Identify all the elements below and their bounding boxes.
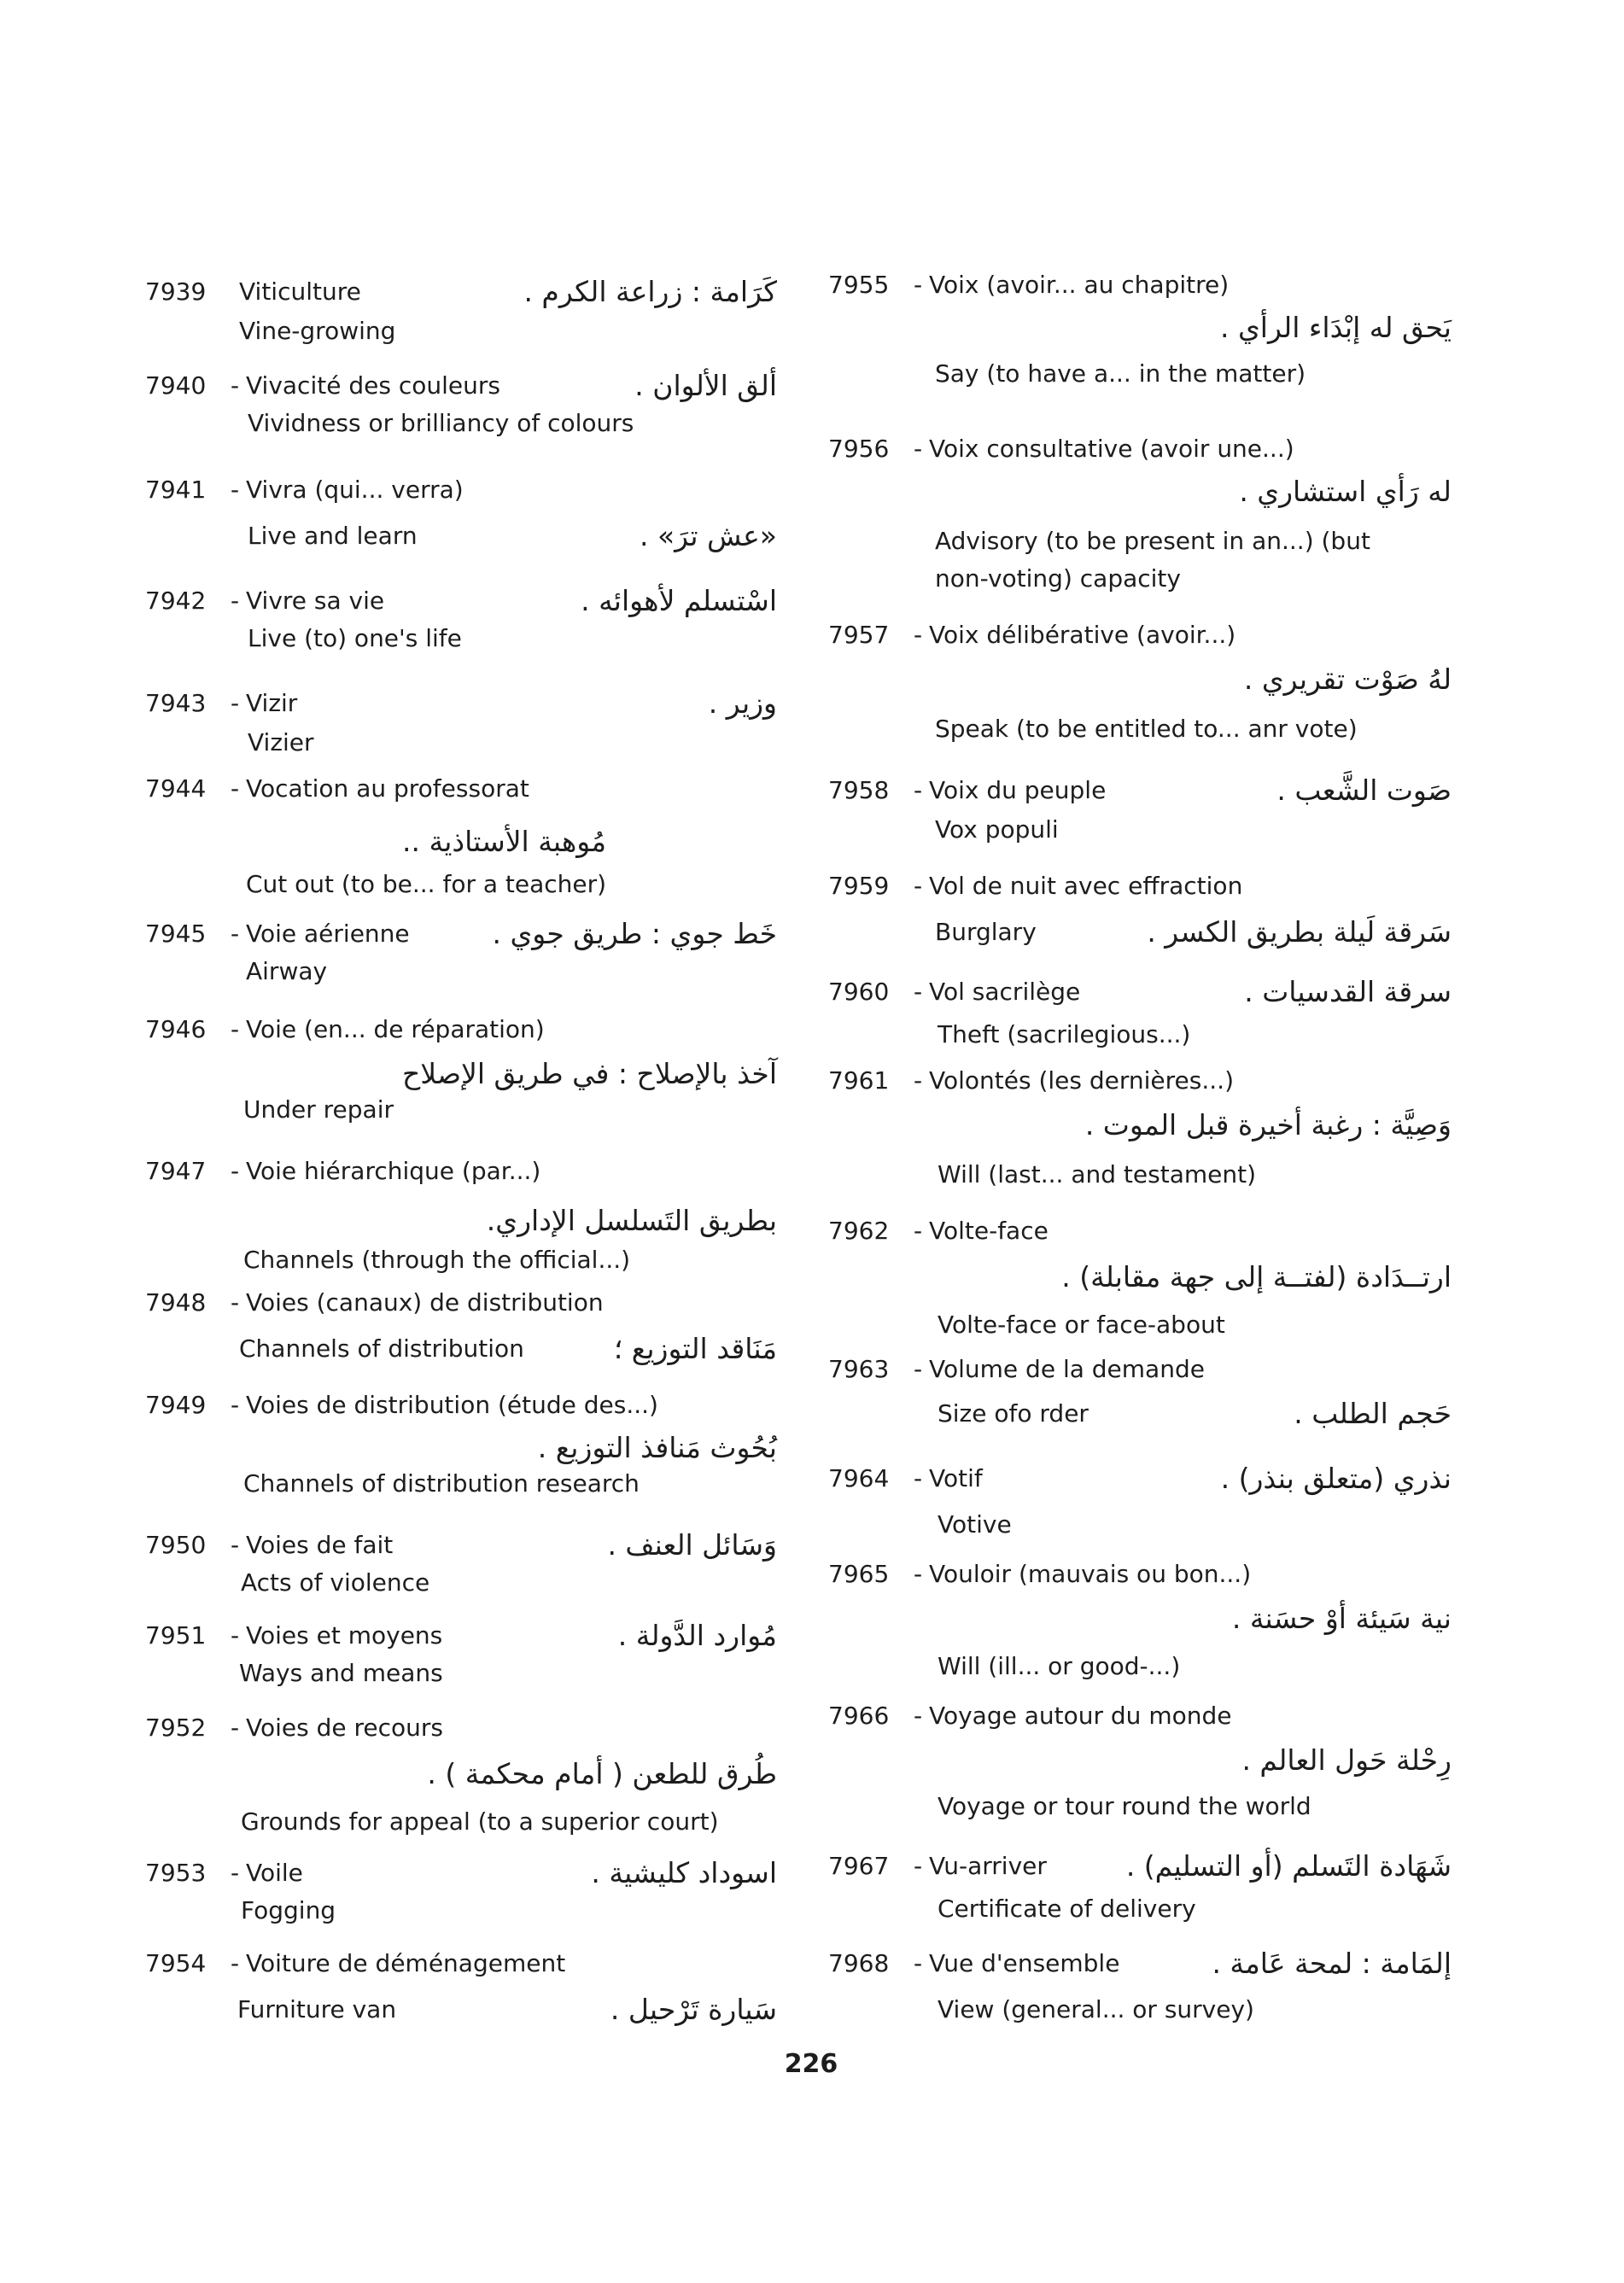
entry-number: 7966 [828, 1702, 890, 1730]
entry-number: 7942 [145, 587, 207, 615]
entry-number: 7968 [828, 1949, 890, 1977]
dash-separator: - [231, 1391, 240, 1419]
entry-translation: Speak (to be entitled to... anr vote) [935, 715, 1358, 743]
entry-term: Volontés (les dernières...) [929, 1066, 1234, 1095]
entry-arabic: له رَأي استشاري . [1239, 475, 1452, 508]
entry-number: 7948 [145, 1288, 207, 1317]
entry-term: Voies de distribution (étude des...) [246, 1391, 658, 1419]
entry-term: Voies de fait [246, 1531, 394, 1559]
entry-number: 7952 [145, 1714, 207, 1742]
dash-separator: - [914, 1066, 923, 1095]
entry-number: 7964 [828, 1464, 890, 1492]
dash-separator: - [231, 689, 240, 717]
entry-arabic: خَط جوي : طريق جوي . [492, 917, 777, 950]
entry-number: 7944 [145, 774, 207, 803]
entry-number: 7939 [145, 277, 207, 306]
entry-term: Vivre sa vie [246, 587, 385, 615]
dash-separator: - [231, 1015, 240, 1043]
entry-translation-cont: non-voting) capacity [935, 564, 1181, 593]
entry-term: Vue d'ensemble [929, 1949, 1120, 1977]
entry-arabic: ألق الألوان . [634, 369, 777, 402]
dash-separator: - [914, 1560, 923, 1588]
dash-separator: - [914, 1355, 923, 1383]
entry-arabic: سَيارة تَرْحيل . [610, 1993, 777, 2026]
entry-number: 7956 [828, 435, 890, 463]
entry-arabic: وزير . [708, 686, 777, 720]
entry-arabic: نذري (متعلق بنذر) . [1220, 1462, 1452, 1495]
entry-number: 7951 [145, 1621, 207, 1649]
entry-term: Vizir [246, 689, 298, 717]
dash-separator: - [231, 587, 240, 615]
entry-number: 7961 [828, 1066, 890, 1095]
dash-separator: - [914, 978, 923, 1006]
entry-term: Voiture de déménagement [246, 1949, 566, 1977]
entry-number: 7962 [828, 1217, 890, 1245]
entry-term: Vu-arriver [929, 1852, 1047, 1880]
entry-arabic: كَرَامة : زراعة الكرم . [523, 275, 777, 308]
entry-number: 7963 [828, 1355, 890, 1383]
entry-translation: Burglary [935, 918, 1037, 946]
entry-arabic: سَرقة لَيلة بطريق الكسر . [1147, 915, 1452, 949]
dash-separator: - [231, 1288, 240, 1317]
entry-term: Voie (en... de réparation) [246, 1015, 545, 1043]
entry-translation: Under repair [243, 1095, 394, 1124]
page-number: 226 [784, 2049, 838, 2079]
entry-term: Voie aérienne [246, 920, 410, 948]
entry-arabic: وَسَائل العنف . [607, 1528, 777, 1562]
entry-number: 7947 [145, 1157, 207, 1185]
entry-translation: Voyage or tour round the world [938, 1792, 1311, 1820]
entry-translation: Certificate of delivery [938, 1895, 1196, 1923]
entry-arabic: لهُ صَوْت تقريري . [1243, 663, 1452, 696]
entry-number: 7957 [828, 621, 890, 649]
entry-translation: Volte-face or face-about [938, 1311, 1225, 1339]
entry-translation: Fogging [241, 1896, 336, 1924]
entry-term: Viticulture [239, 277, 361, 306]
entry-term: Voix consultative (avoir une...) [929, 435, 1294, 463]
entry-translation: Say (to have a... in the matter) [935, 359, 1306, 388]
entry-term: Voies et moyens [246, 1621, 443, 1649]
entry-translation: Cut out (to be... for a teacher) [246, 870, 607, 898]
entry-term: Vol de nuit avec effraction [929, 872, 1243, 900]
entry-number: 7949 [145, 1391, 207, 1419]
dash-separator: - [914, 872, 923, 900]
entry-translation: Will (last... and testament) [938, 1160, 1256, 1188]
dash-separator: - [231, 1859, 240, 1887]
dash-separator: - [914, 271, 923, 299]
entry-term: Vocation au professorat [246, 774, 529, 803]
dash-separator: - [231, 1157, 240, 1185]
dash-separator: - [231, 774, 240, 803]
entry-arabic: شَهَادة التَسلم (أو التسليم) . [1125, 1849, 1452, 1883]
entry-number: 7959 [828, 872, 890, 900]
entry-translation: Channels of distribution research [243, 1469, 640, 1498]
dash-separator: - [914, 435, 923, 463]
entry-translation: Ways and means [239, 1659, 443, 1687]
entry-arabic: سرقة القدسيات . [1244, 975, 1452, 1008]
dash-separator: - [231, 1949, 240, 1977]
entry-translation: Live and learn [248, 522, 418, 550]
entry-arabic: مُوهبة الأستاذية .. [402, 825, 606, 858]
entry-term: Vivacité des couleurs [246, 371, 500, 400]
entry-number: 7967 [828, 1852, 890, 1880]
entry-arabic: ارتــدَادة (لفتــة إلى جهة مقابلة) . [1061, 1260, 1452, 1293]
entry-arabic: آخذ بالإصلاح : في طريق الإصلاح [402, 1057, 777, 1090]
entry-term: Voies de recours [246, 1714, 443, 1742]
entry-arabic: وَصِيَّة : رغبة أخيرة قبل الموت . [1084, 1108, 1452, 1142]
entry-arabic: اسْتسلم لأهوائه . [581, 584, 777, 617]
entry-translation: Acts of violence [241, 1568, 430, 1597]
entry-arabic: نية سَيئة أوْ حسَنة . [1231, 1602, 1452, 1635]
entry-number: 7950 [145, 1531, 207, 1559]
dash-separator: - [914, 1217, 923, 1245]
entry-translation: Theft (sacrilegious...) [938, 1020, 1191, 1048]
entry-number: 7965 [828, 1560, 890, 1588]
entry-term: Voyage autour du monde [929, 1702, 1232, 1730]
entry-term: Voie hiérarchique (par...) [246, 1157, 541, 1185]
entry-translation: Vine-growing [239, 317, 396, 345]
entry-term: Vivra (qui... verra) [246, 476, 464, 504]
entry-number: 7955 [828, 271, 890, 299]
entry-arabic: يَحق له إبْدَاء الرأي . [1220, 311, 1452, 344]
entry-arabic: «عش ترَ» . [639, 519, 777, 552]
dash-separator: - [914, 1949, 923, 1977]
entry-translation: Live (to) one's life [248, 624, 462, 652]
entry-translation: Airway [246, 957, 328, 985]
entry-term: Voix délibérative (avoir...) [929, 621, 1236, 649]
entry-arabic: حَجم الطلب . [1294, 1397, 1452, 1430]
entry-number: 7958 [828, 776, 890, 804]
dash-separator: - [914, 1464, 923, 1492]
entry-number: 7954 [145, 1949, 207, 1977]
entry-translation: Votive [938, 1510, 1012, 1539]
entry-term: Voile [246, 1859, 303, 1887]
entry-term: Vouloir (mauvais ou bon...) [929, 1560, 1252, 1588]
dash-separator: - [914, 776, 923, 804]
entry-number: 7941 [145, 476, 207, 504]
entry-translation: Size ofo rder [938, 1399, 1089, 1428]
entry-translation: Furniture van [237, 1995, 397, 2023]
entry-arabic: إلمَامة : لمحة عَامة . [1212, 1947, 1452, 1980]
entry-arabic: بُحُوث مَنافذ التوزيع . [537, 1431, 777, 1464]
entry-arabic: مَنَاقد التوزيع ؛ [613, 1332, 777, 1365]
entry-arabic: مُوارد الدَّولة . [617, 1619, 777, 1652]
dash-separator: - [914, 1852, 923, 1880]
entry-number: 7946 [145, 1015, 207, 1043]
entry-translation: Vox populi [935, 815, 1059, 844]
entry-number: 7940 [145, 371, 207, 400]
dash-separator: - [914, 621, 923, 649]
dash-separator: - [231, 1621, 240, 1649]
entry-term: Volte-face [929, 1217, 1049, 1245]
dash-separator: - [231, 476, 240, 504]
entry-arabic: رِحْلة حَول العالم . [1241, 1743, 1452, 1777]
entry-number: 7945 [145, 920, 207, 948]
entry-term: Voies (canaux) de distribution [246, 1288, 604, 1317]
entry-arabic: صَوت الشَّعب . [1276, 774, 1452, 807]
entry-term: Vol sacrilège [929, 978, 1081, 1006]
entry-term: Votif [929, 1464, 983, 1492]
entry-number: 7953 [145, 1859, 207, 1887]
entry-translation: Advisory (to be present in an...) (but [935, 527, 1370, 555]
entry-term: Volume de la demande [929, 1355, 1205, 1383]
dash-separator: - [231, 1714, 240, 1742]
entry-arabic: بطريق التَسلسل الإداري. [486, 1204, 777, 1237]
entry-translation: Channels (through the official...) [243, 1246, 631, 1274]
entry-translation: Grounds for appeal (to a superior court) [241, 1807, 719, 1836]
entry-term: Voix du peuple [929, 776, 1107, 804]
entry-translation: Channels of distribution [239, 1334, 524, 1363]
entry-translation: View (general... or survey) [938, 1995, 1254, 2023]
dash-separator: - [231, 1531, 240, 1559]
dash-separator: - [914, 1702, 923, 1730]
entry-translation: Vizier [248, 728, 314, 756]
entry-translation: Vividness or brilliancy of colours [248, 409, 634, 437]
entry-arabic: اسوداد كليشية . [591, 1856, 777, 1889]
entry-number: 7943 [145, 689, 207, 717]
entry-translation: Will (ill... or good-...) [938, 1652, 1181, 1680]
entry-term: Voix (avoir... au chapitre) [929, 271, 1230, 299]
dash-separator: - [231, 371, 240, 400]
dash-separator: - [231, 920, 240, 948]
entry-number: 7960 [828, 978, 890, 1006]
entry-arabic: طُرق للطعن ( أمام محكمة ) . [427, 1757, 777, 1790]
